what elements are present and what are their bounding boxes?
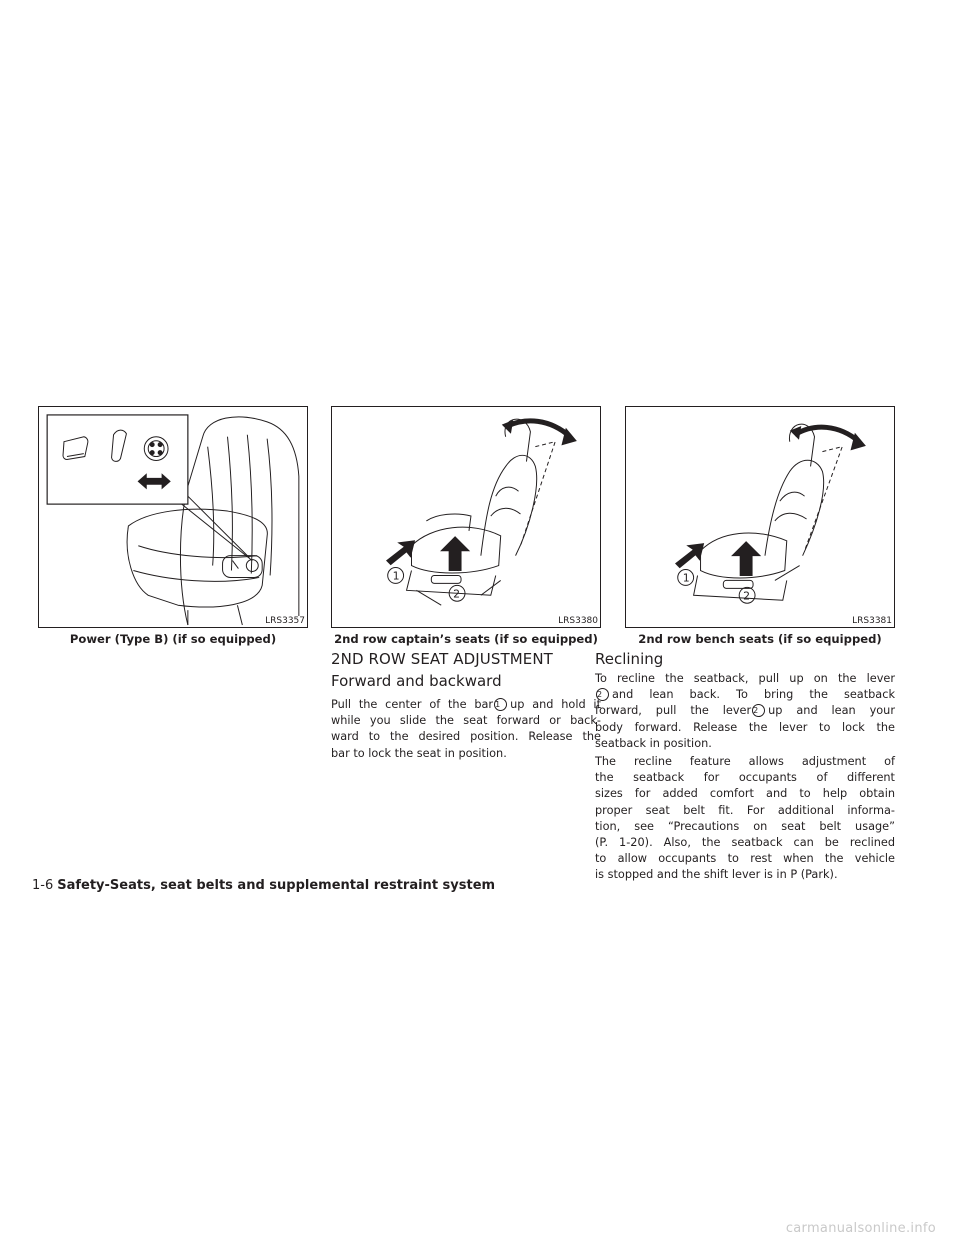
seat-power-switch-illustration xyxy=(39,407,307,627)
page-number: 1-6 xyxy=(32,878,54,893)
figure-code: LRS3357 xyxy=(265,616,305,626)
text-line: proper seat belt fit. For additional informa- xyxy=(595,803,895,817)
text-line: seatback in position. xyxy=(595,736,712,750)
callout-marker: 1 xyxy=(494,698,507,711)
paragraph-forward xyxy=(331,697,601,762)
svg-text:2: 2 xyxy=(743,589,751,603)
subsection-title-forward: Forward and backward xyxy=(331,672,502,690)
text-line: body forward. Release the lever to lock the xyxy=(595,720,895,734)
text-line: to allow occupants to rest when the vehicle xyxy=(595,852,895,866)
footer-title: Safety-Seats, seat belts and supplemental restraint system xyxy=(57,878,496,893)
figure-caption: Power (Type B) (if so equipped) xyxy=(69,632,277,646)
figure-captain-seats xyxy=(331,406,601,628)
text-line: To recline the seatback, pull up on the lever xyxy=(595,672,895,685)
svg-text:1: 1 xyxy=(392,569,400,583)
text-line: is stopped and the shift lever is in P (Park). xyxy=(595,868,838,882)
text-line: the seatback for occupants of different xyxy=(595,771,895,785)
bench-seat-recline-illustration xyxy=(626,407,894,627)
text-line: (P. 1-20). Also, the seatback can be reclined xyxy=(595,836,895,850)
text-line: 2 and lean back. To bring the seatback xyxy=(597,688,895,702)
text-line: bar to lock the seat in position. xyxy=(331,746,507,760)
text-line: ward to the desired position. Release the xyxy=(331,730,601,744)
paragraph-reclining-2 xyxy=(595,754,895,884)
callout-marker: 2 xyxy=(596,688,609,701)
text-line: sizes for added comfort and to help obtain xyxy=(595,787,895,801)
paragraph-reclining-1 xyxy=(595,671,895,752)
figure-caption: 2nd row captain’s seats (if so equipped) xyxy=(334,632,598,646)
section-title: 2ND ROW SEAT ADJUSTMENT xyxy=(331,650,553,668)
figure-bench-seats xyxy=(625,406,895,628)
figure-code: LRS3380 xyxy=(558,616,598,626)
captain-seat-recline-illustration xyxy=(332,407,600,627)
svg-text:2: 2 xyxy=(453,587,461,601)
subsection-title-reclining: Reclining xyxy=(595,650,664,668)
text-line: Pull the center of the bar 1 up and hold it xyxy=(331,698,601,711)
figure-code: LRS3381 xyxy=(852,616,892,626)
svg-text:1: 1 xyxy=(682,571,690,585)
text-line: forward, pull the lever 2 up and lean your xyxy=(595,704,895,718)
text-line: The recline feature allows adjustment of xyxy=(595,755,895,768)
watermark: carmanualsonline.info xyxy=(785,1221,936,1236)
callout-marker: 2 xyxy=(752,704,765,717)
text-line: while you slide the seat forward or back- xyxy=(331,714,601,728)
page-footer xyxy=(32,877,495,895)
text-line: tion, see “Precautions on seat belt usage” xyxy=(595,819,895,833)
figure-caption: 2nd row bench seats (if so equipped) xyxy=(638,632,882,646)
figure-power-seat xyxy=(38,406,308,628)
